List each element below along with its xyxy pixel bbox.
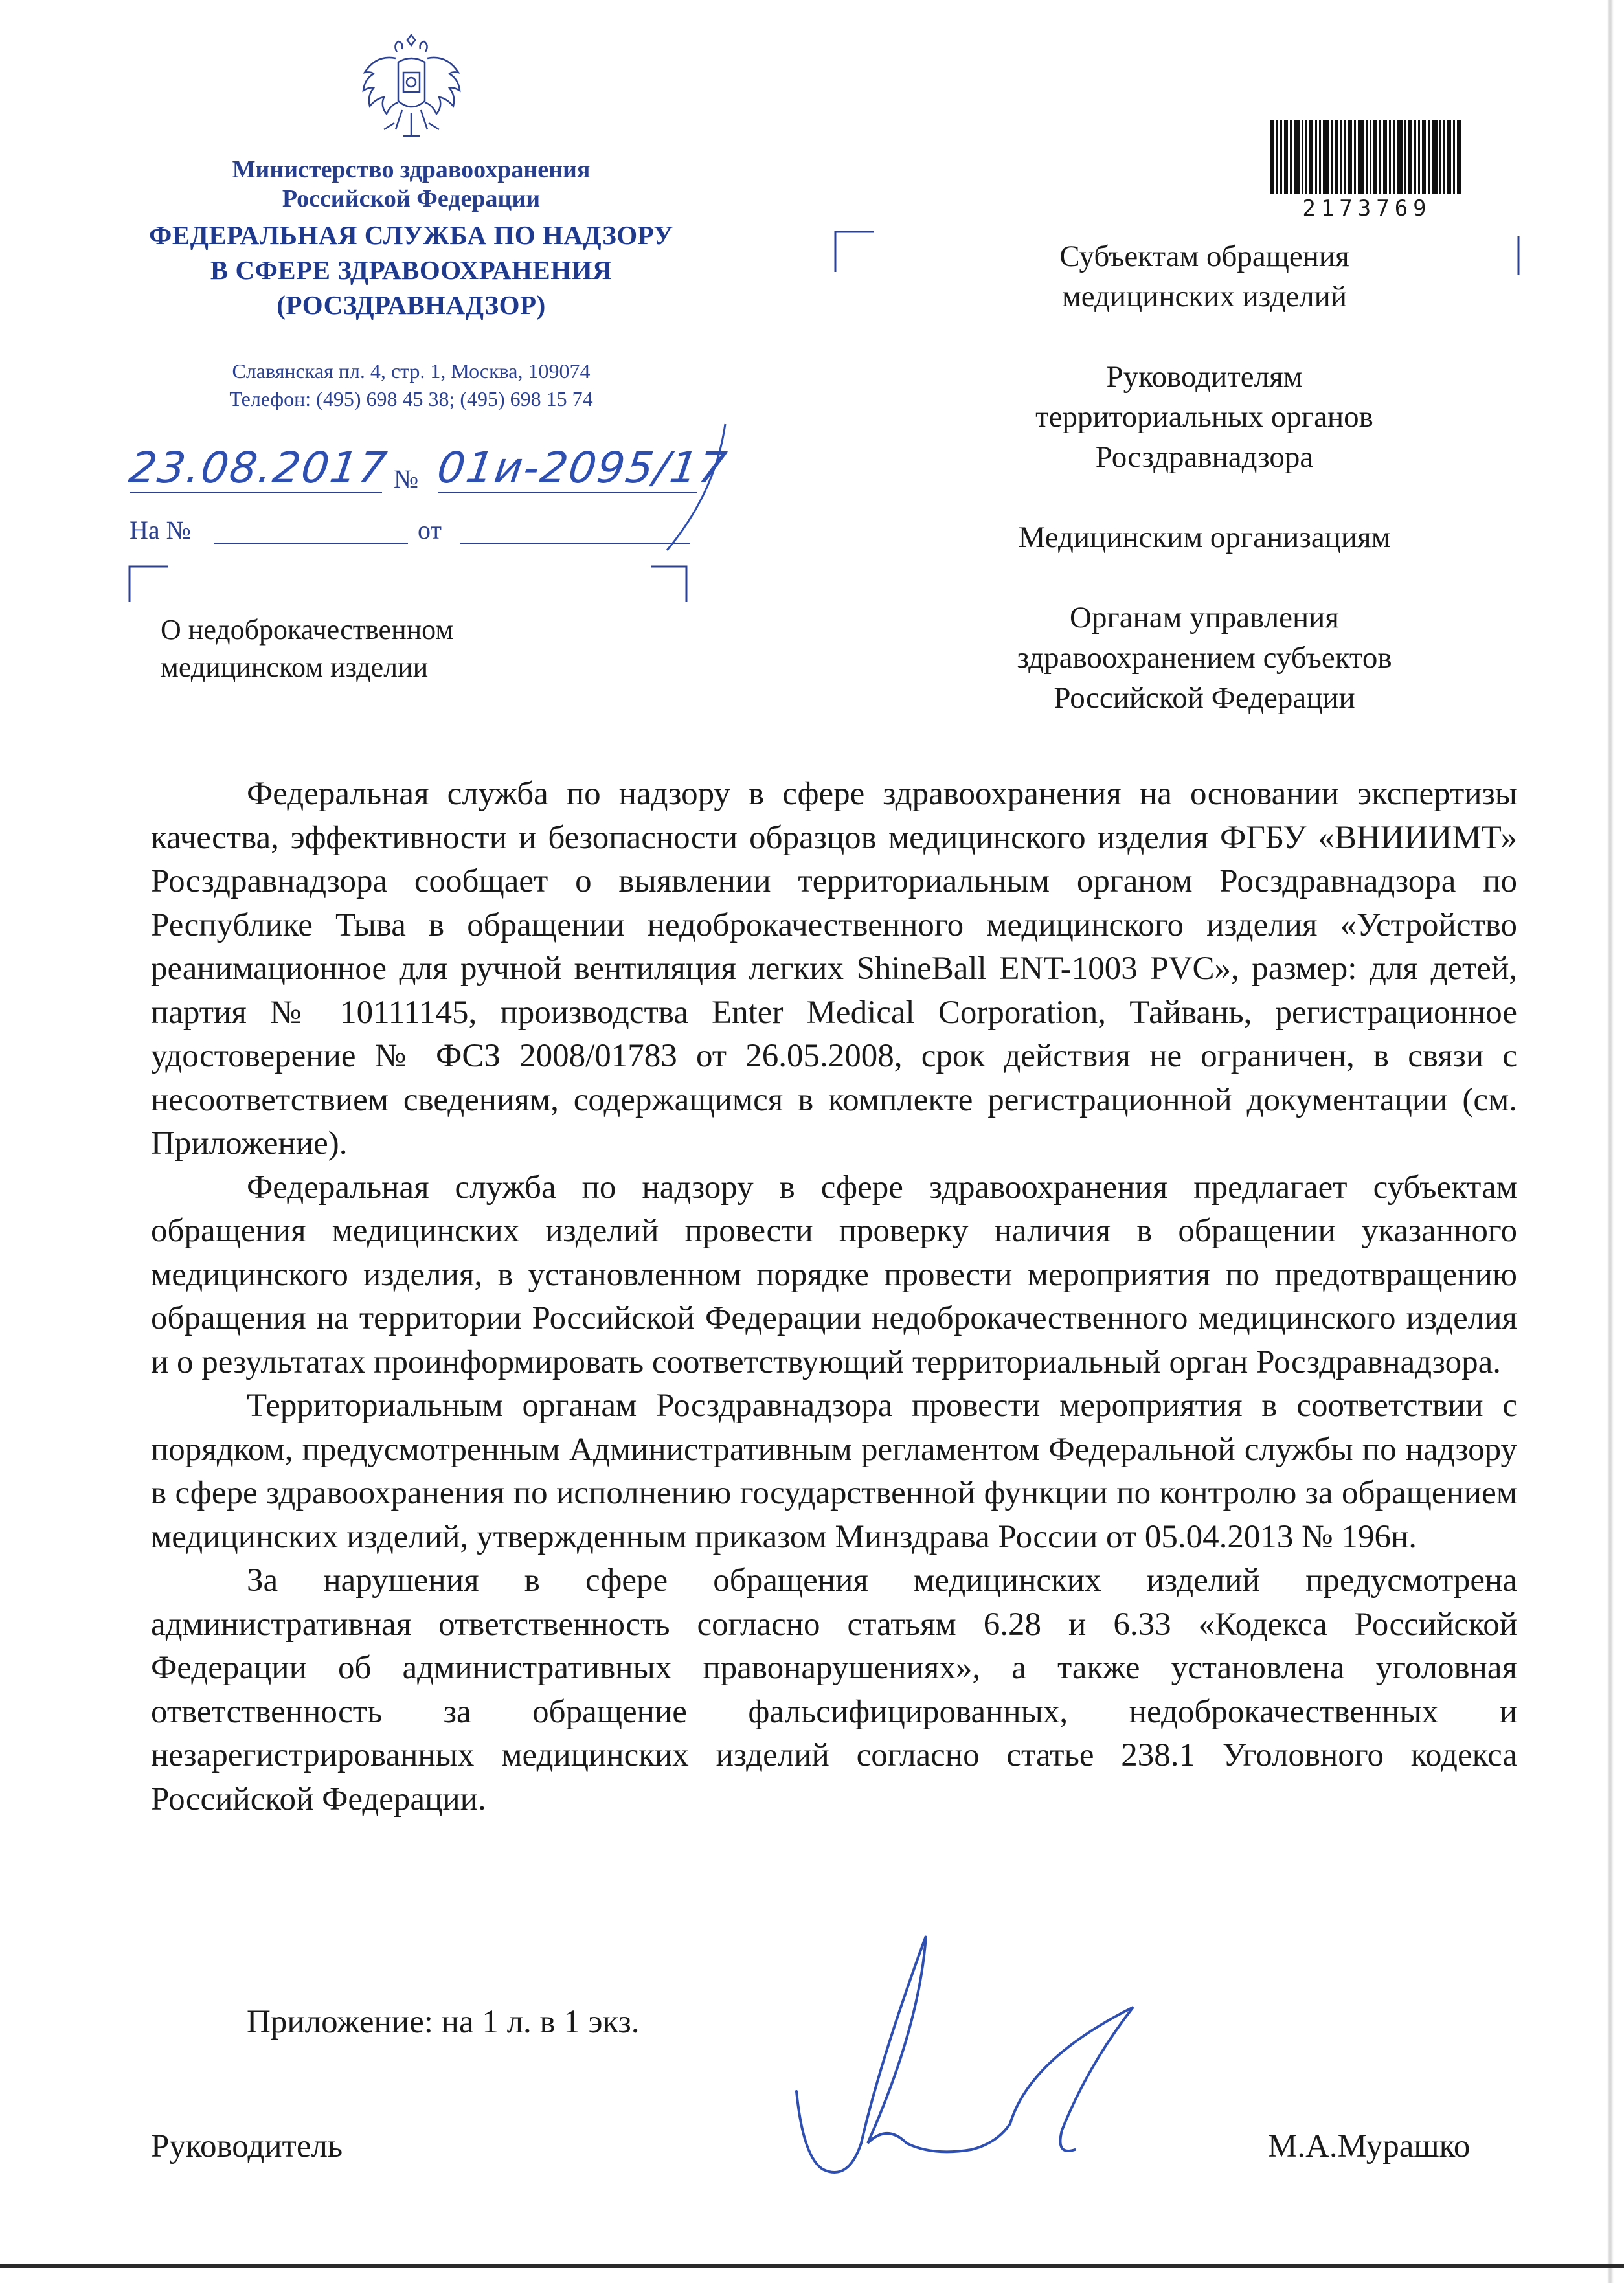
reply-date-blank (460, 543, 690, 544)
addressee-list (919, 236, 1489, 718)
signer-title: Руководитель (151, 2128, 343, 2165)
addressee-line: Органам управления (1070, 601, 1339, 635)
registration-number: 01и-2095/17 (434, 443, 731, 493)
body-paragraph: За нарушения в сфере обращения медицинских изделий предусмотрена административная ответственность согласно статьям 6.28 и 6.33 «Кодекса Российской Федерации об административных правонарушениях», а также установлена уголовная ответственность за обращение фальсифицированных, недоброкачественных и незарегистрированных медицинских изделий согласно статье 238.1 Уголовного кодекса Российской Федерации. (151, 1562, 1517, 1817)
addressee (919, 357, 1489, 477)
address-line: Славянская пл. 4, стр. 1, Москва, 109074 (232, 359, 591, 383)
service-line: (РОСЗДРАВНАДЗОР) (276, 290, 546, 320)
page-edge-shadow (1607, 0, 1614, 2283)
page-bottom-edge (0, 2264, 1624, 2268)
body-paragraph: Федеральная служба по надзору в сфере здравоохранения предлагает субъектам обращения медицинских изделий провести проверку наличия в обращении указанного медицинского изделия, в установленном порядке провести мероприятия по предотвращению обращения на территории Российской Федерации недоброкачественного медицинского изделия и о результатах проинформировать соответствующий территориальный орган Росздравнадзора. (151, 1169, 1517, 1380)
number-underline (438, 492, 697, 493)
service-line: В СФЕРЕ ЗДРАВООХРАНЕНИЯ (210, 255, 613, 285)
phone-line: Телефон: (495) 698 45 38; (495) 698 15 74 (229, 387, 593, 410)
ministry-line: Российской Федерации (282, 185, 541, 212)
addressee (919, 236, 1489, 317)
addressee-line: Руководителям (1106, 360, 1303, 394)
reply-date-label: от (418, 515, 442, 545)
number-sign: № (394, 464, 419, 493)
date-underline (130, 492, 382, 493)
addressee-line: Российской Федерации (1054, 681, 1355, 715)
barcode-number: 2173769 (1302, 196, 1432, 221)
service-address (130, 357, 693, 413)
ministry-line: Министерство здравоохранения (232, 156, 591, 183)
handwritten-signature (777, 1897, 1166, 2195)
barcode (1270, 120, 1463, 204)
body-paragraph: Территориальным органам Росздравнадзора провести мероприятия в соответствии с порядком, предусмотренным Административным регламентом Федеральной службы по надзору в сфере здравоохранения по исполнению государственной функции по контролю за обращением медицинских изделий, утвержденным приказом Минздрава России от 05.04.2013 № 196н. (151, 1388, 1517, 1555)
addressee-line: медицинских изделий (1061, 280, 1347, 313)
reply-number-label: На № (130, 515, 191, 545)
addressee-line: территориальных органов (1035, 400, 1373, 434)
ministry-name (130, 155, 693, 214)
reply-number-blank (214, 543, 408, 544)
addressee-line: здравоохранением субъектов (1017, 641, 1392, 675)
addressee (919, 598, 1489, 718)
subject-line (161, 611, 614, 686)
subject-text: О недоброкачественном (161, 614, 454, 646)
registration-date: 23.08.2017 (126, 443, 391, 493)
addressee (919, 517, 1489, 557)
subject-text: медицинском изделии (161, 651, 429, 683)
addressee-line: Медицинским организациям (1018, 521, 1391, 554)
body-paragraph: Федеральная служба по надзору в сфере здравоохранения на основании экспертизы качества, эффективности и безопасности образцов медицинского изделия ФГБУ «ВНИИИМТ» Росздравнадзора сообщает о выявлении территориальным органом Росздравнадзора по Республике Тыва в обращении недоброкачественного медицинского изделия «Устройство реанимационное для ручной вентиляция легких ShineBall ENT-1003 PVC», размер: для детей, партия № 10111145, производства Enter Medical Corporation, Тайвань, регистрационное удостоверение № ФСЗ 2008/01783 от 26.05.2008, срок действия не ограничен, в связи с несоответствием сведениям, содержащимся в комплекте регистрационной документации (см. Приложение). (151, 776, 1517, 1162)
service-name (91, 218, 732, 322)
attachment-note: Приложение: на 1 л. в 1 экз. (247, 2004, 640, 2040)
signer-name: М.А.Мурашко (1268, 2128, 1471, 2165)
service-line: ФЕДЕРАЛЬНАЯ СЛУЖБА ПО НАДЗОРУ (149, 220, 673, 250)
addressee-line: Росздравнадзора (1095, 440, 1314, 474)
letter-body (151, 772, 1517, 1821)
double-headed-eagle-emblem-icon (358, 32, 465, 149)
addressee-line: Субъектам обращения (1059, 240, 1349, 273)
